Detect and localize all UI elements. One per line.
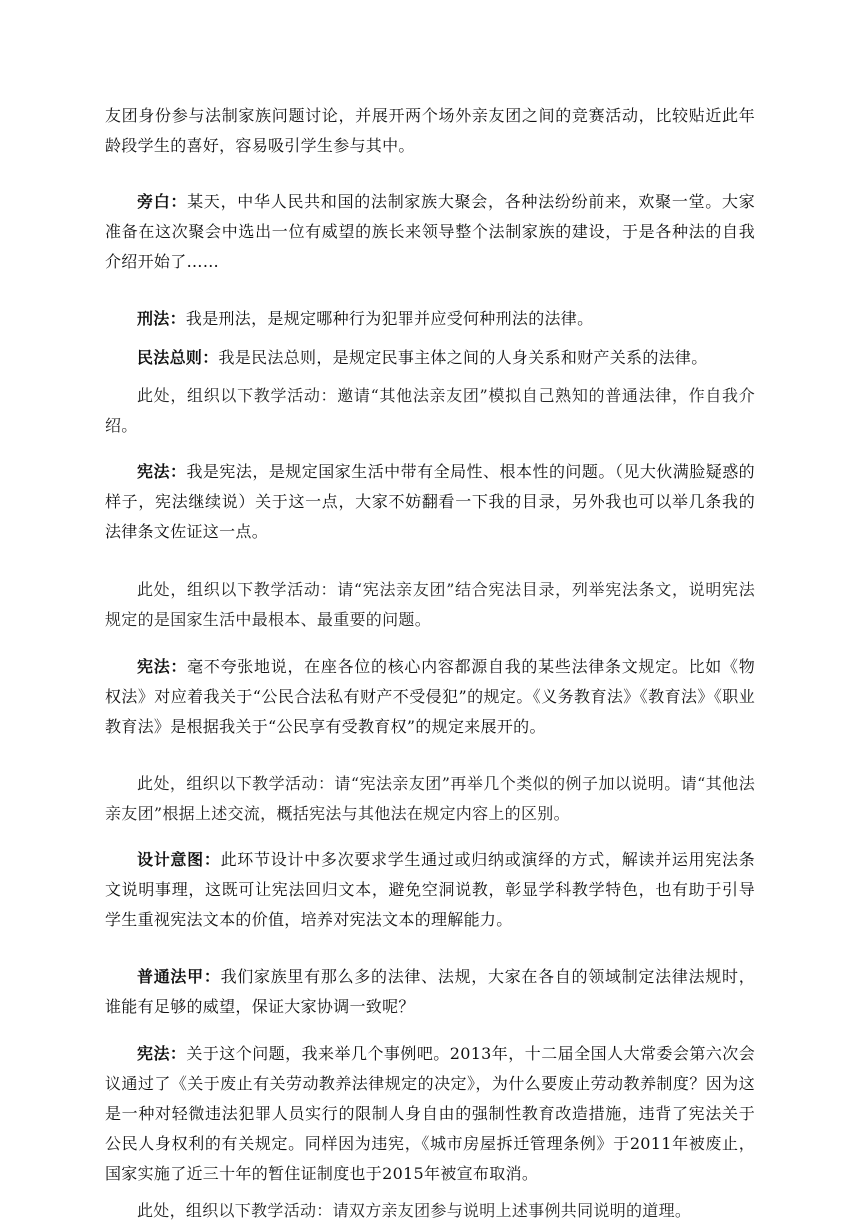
paragraph-text: 毫不夸张地说，在座各位的核心内容都源自我的某些法律条文规定。比如《物权法》对应着我关于“公民合法私有财产不受侵犯”的规定。《义务教育法》《教育法》《职业教育法》是根据我关于“公民享有受教育权”的规定来展开的。: [105, 657, 756, 736]
paragraph-text: 此处，组织以下教学活动：请“宪法亲友团”结合宪法目录，列举宪法条文，说明宪法规定的是国家生活中最根本、最重要的问题。: [105, 580, 755, 629]
paragraph-text: 我是民法总则，是规定民事主体之间的人身关系和财产关系的法律。: [218, 348, 708, 367]
speaker-label: 宪法：: [137, 462, 187, 481]
paragraph-ordinary-law: [105, 962, 755, 1022]
speaker-label: 设计意图：: [137, 850, 221, 869]
speaker-label: 旁白：: [137, 192, 188, 211]
paragraph-text: 某天，中华人民共和国的法制家族大聚会，各种法纷纷前来，欢聚一堂。大家准备在这次聚会中选出一位有威望的族长来领导整个法制家族的建设，于是各种法的自我介绍开始了……: [105, 192, 756, 271]
paragraph-constitution-2: [105, 652, 755, 742]
paragraph-text: 友团身份参与法制家族问题讨论，并展开两个场外亲友团之间的竞赛活动，比较贴近此年龄段学生的喜好，容易吸引学生参与其中。: [105, 106, 755, 155]
speaker-label: 刑法：: [137, 309, 186, 328]
paragraph-activity-1: [105, 381, 755, 441]
paragraph-constitution-1: [105, 457, 755, 547]
paragraph-text: 此处，组织以下教学活动：邀请“其他法亲友团”模拟自己熟知的普通法律，作自我介绍。: [105, 386, 755, 435]
paragraph-criminal-law: [105, 304, 755, 334]
paragraph-text: 我是刑法，是规定哪种行为犯罪并应受何种刑法的法律。: [185, 309, 594, 328]
paragraph-activity-3: [105, 769, 755, 829]
paragraph-text: 此处，组织以下教学活动：请“宪法亲友团”再举几个类似的例子加以说明。请“其他法亲友团”根据上述交流，概括宪法与其他法在规定内容上的区别。: [105, 774, 755, 823]
paragraph-narrator: [105, 187, 755, 277]
paragraph-intro: [105, 101, 755, 161]
paragraph-text: 此处，组织以下教学活动：请双方亲友团参与说明上述事例共同说明的道理。: [137, 1201, 692, 1220]
paragraph-text: 关于这个问题，我来举几个事例吧。2013年，十二届全国人大常委会第六次会议通过了《关于废止有关劳动教养法律规定的决定》，为什么要废止劳动教养制度？因为这是一种对轻微违法犯罪人员实行的限制人身自由的强制性教育改造措施，违背了宪法关于公民人身权利的有关规定。同样因为违宪，《城市房屋拆迁管理条例》于2011年被废止，国家实施了近三十年的暂住证制度也于2015年被宣布取消。: [105, 1044, 755, 1183]
paragraph-constitution-3: [105, 1039, 755, 1189]
speaker-label: 宪法：: [137, 657, 188, 676]
paragraph-civil-law: [105, 343, 755, 373]
speaker-label: 宪法：: [137, 1044, 187, 1063]
paragraph-activity-2: [105, 575, 755, 635]
paragraph-text: 我们家族里有那么多的法律、法规，大家在各自的领域制定法律法规时，谁能有足够的威望，保证大家协调一致呢？: [105, 967, 755, 1016]
paragraph-text: 此环节设计中多次要求学生通过或归纳或演绎的方式，解读并运用宪法条文说明事理，这既可让宪法回归文本，避免空洞说教，彰显学科教学特色，也有助于引导学生重视宪法文本的价值，培养对宪法文本的理解能力。: [105, 850, 755, 929]
speaker-label: 民法总则：: [137, 348, 219, 367]
paragraph-activity-4: [105, 1196, 755, 1226]
paragraph-design-intent: [105, 845, 755, 935]
speaker-label: 普通法甲：: [137, 967, 221, 986]
paragraph-text: 我是宪法，是规定国家生活中带有全局性、根本性的问题。（见大伙满脸疑惑的样子，宪法继续说）关于这一点，大家不妨翻看一下我的目录，另外我也可以举几条我的法律条文佐证这一点。: [105, 462, 755, 541]
